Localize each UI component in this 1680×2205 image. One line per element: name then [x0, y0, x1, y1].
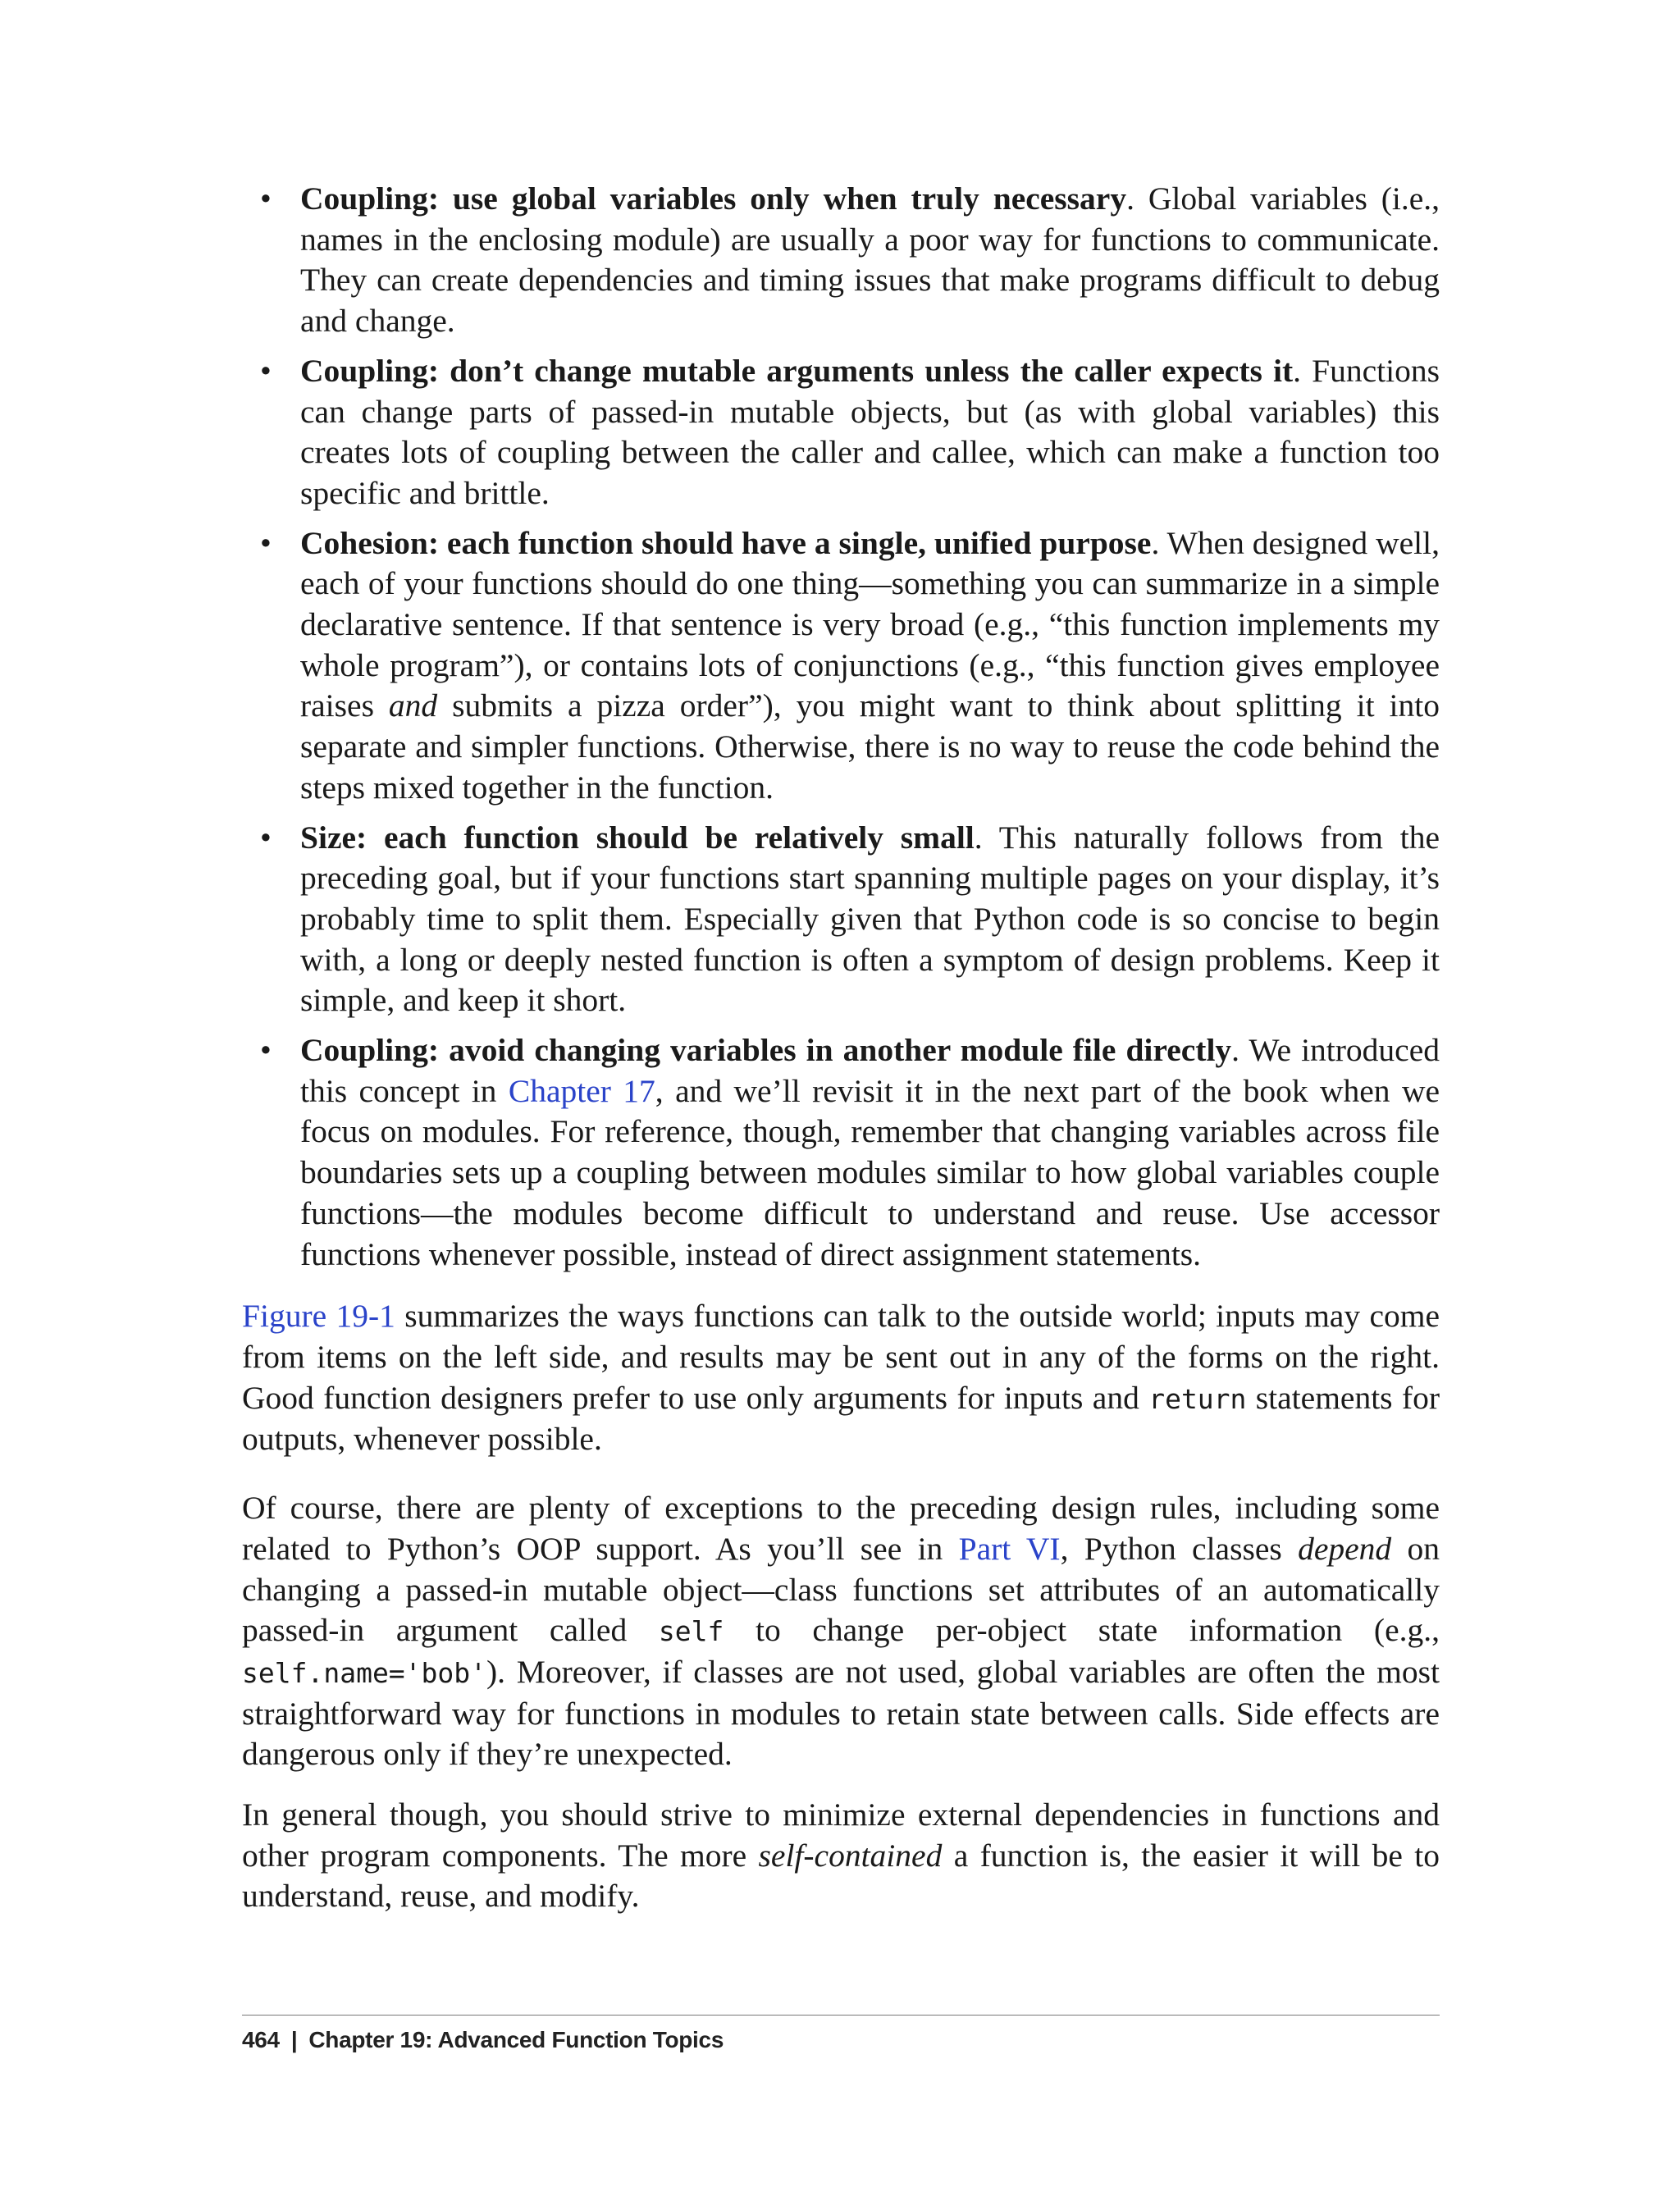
paragraph	[242, 1795, 1440, 1917]
bullet-icon: •	[260, 819, 272, 856]
inline-code: self.name='bob'	[242, 1656, 487, 1689]
guideline-heading: Coupling: don’t change mutable arguments unless the caller expects it	[300, 352, 1294, 389]
part-vi-link[interactable]: Part VI	[958, 1530, 1061, 1567]
guideline-text: . This naturally follows from the preceding goal, but if your functions start spanning multiple pages on your display, it’s probably time to split them. Especially given that Python code is so concise to begin with, a long or deeply nested function is often a symptom of design problems. Keep it simple, and keep it short.	[300, 819, 1440, 1019]
figure-19-1-link[interactable]: Figure 19-1	[242, 1298, 395, 1335]
guideline-text: , and we’ll revisit it in the next part of the book when we focus on modules. For reference, though, remember that changing variables across file boundaries sets up a coupling between modules similar to how global variables couple functions—the modules become difficult to understand and reuse. Use accessor functions whenever possible, instead of direct assignment statements.	[300, 1072, 1440, 1272]
list-item	[242, 1030, 1440, 1275]
paragraph-text: summarizes the ways functions can talk to the outside world; inputs may come from items on the left side, and results may be sent out in any of the forms on the right. Good function designers prefer to use only arguments for inputs and	[242, 1298, 1440, 1416]
paragraph-text: In general though, you should strive to minimize external dependencies in functions and other program components. The more	[242, 1796, 1440, 1874]
inline-code: self	[658, 1615, 724, 1648]
paragraph-text: Of course, there are plenty of exceptions to the preceding design rules, including some related to Python’s OOP support. As you’ll see in	[242, 1490, 1440, 1567]
guideline-heading: Size: each function should be relatively small	[300, 819, 975, 856]
guideline-text: . Functions can change parts of passed-in mutable objects, but (as with global variables) this creates lots of coupling between the caller and callee, which can make a function too specific and brittle.	[300, 352, 1440, 511]
list-item	[242, 179, 1440, 342]
page-number: 464	[242, 2027, 280, 2052]
chapter-17-link[interactable]: Chapter 17	[508, 1072, 655, 1109]
list-item	[242, 351, 1440, 514]
emphasis: self-contained	[758, 1837, 943, 1874]
paragraph-text: statements for outputs, whenever possible.	[242, 1379, 1440, 1458]
paragraph-text: , Python classes	[1060, 1530, 1299, 1567]
running-chapter-title: Chapter 19: Advanced Function Topics	[308, 2027, 724, 2052]
list-item	[242, 818, 1440, 1022]
bullet-icon: •	[260, 1032, 272, 1069]
page-content	[242, 179, 1440, 1917]
bullet-icon: •	[260, 352, 272, 389]
paragraph-text: on changing a passed-in mutable object—class functions set attributes of an automatically passed-in argument called	[242, 1530, 1440, 1649]
guideline-heading: Coupling: use global variables only when truly necessary	[300, 180, 1127, 217]
inline-code: return	[1148, 1382, 1247, 1415]
bullet-icon: •	[260, 524, 272, 561]
paragraph-text: ). Moreover, if classes are not used, global variables are often the most straightforward way for functions in modules to retain state between calls. Side effects are dangerous only if they’re unexpected.	[242, 1653, 1440, 1773]
footer-divider	[242, 2015, 1440, 2016]
design-guidelines-list	[242, 179, 1440, 1275]
emphasis: depend	[1298, 1530, 1392, 1567]
guideline-heading: Coupling: avoid changing variables in another module file directly	[300, 1032, 1232, 1069]
guideline-heading: Cohesion: each function should have a single, unified purpose	[300, 524, 1152, 561]
paragraph-text: to change per-object state information (e.g.,	[724, 1612, 1440, 1649]
bullet-icon: •	[260, 180, 272, 217]
emphasis: and	[388, 687, 438, 724]
guideline-text: . Global variables (i.e., names in the enclosing module) are usually a poor way for functions to communicate. They can create dependencies and timing issues that make programs difficult to debug and change.	[300, 180, 1440, 340]
guideline-text: . When designed well, each of your functions should do one thing—something you can summarize in a simple declarative sentence. If that sentence is very broad (e.g., “this function implements my whole program”), or contains lots of conjunctions (e.g., “this function gives employee raises	[300, 524, 1440, 724]
guideline-text: submits a pizza order”), you might want to think about splitting it into separate and simpler functions. Otherwise, there is no way to reuse the code behind the steps mixed together in the function.	[300, 687, 1440, 806]
paragraph	[242, 1488, 1440, 1775]
guideline-text: . We introduced this concept in	[300, 1032, 1440, 1109]
list-item	[242, 523, 1440, 809]
page-footer	[242, 2027, 724, 2053]
paragraph	[242, 1296, 1440, 1460]
paragraph-text: a function is, the easier it will be to understand, reuse, and modify.	[242, 1837, 1440, 1915]
footer-separator: |	[290, 2027, 298, 2052]
